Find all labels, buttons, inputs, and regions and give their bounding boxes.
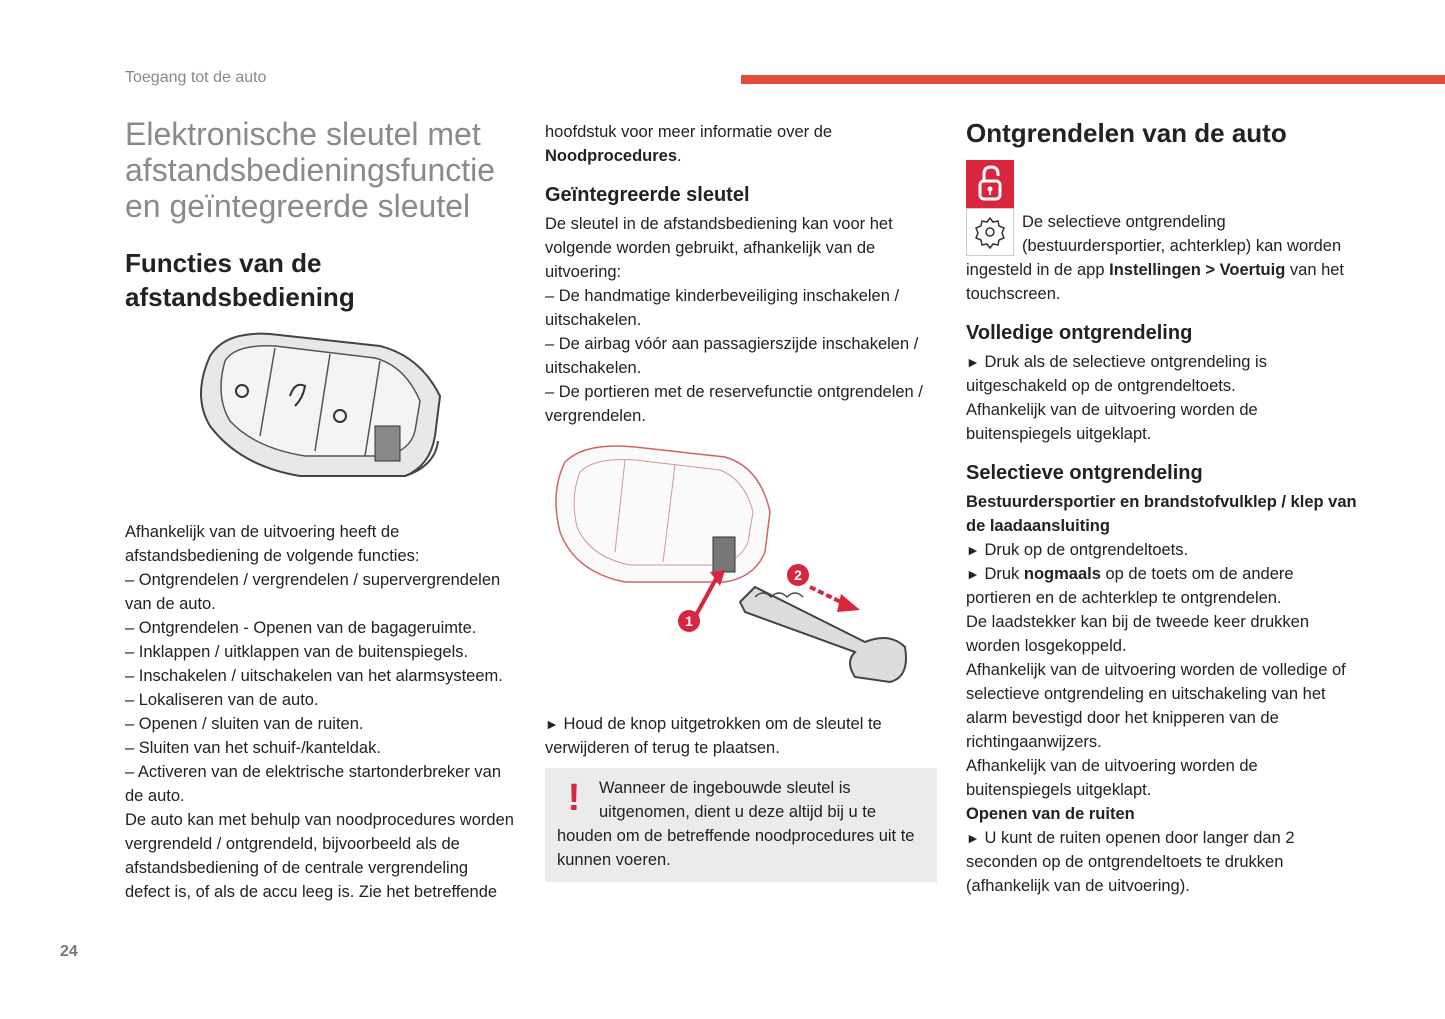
bullet-triangle-icon: ► xyxy=(966,830,980,846)
heading-remote-functions: Functies van de afstandsbediening xyxy=(125,248,355,312)
step-text: U kunt de ruiten openen door langer dan 2 seconden op de ontgrendeltoets te drukken (afhankelijk van de uitvoering). xyxy=(966,829,1295,895)
heading-integrated-key: Geïntegreerde sleutel xyxy=(545,184,750,206)
setting-text: De selectieve ontgrendeling (bestuurdersportier, achterklep) kan worden ingesteld in de app xyxy=(966,213,1342,279)
continued-paragraph xyxy=(545,120,937,168)
continued-text: hoofdstuk voor meer informatie over de xyxy=(545,123,833,141)
confirmation-note: Afhankelijk van de uitvoering worden de volledige of selectieve ontgrendeling en uitschakeling van het alarm bevestigd door het knipperen van de richtingaanwijzers. xyxy=(966,661,1346,751)
page-number: 24 xyxy=(60,943,78,960)
integrated-key-intro: De sleutel in de afstandsbediening kan voor het volgende worden gebruikt, afhankelijk van de uitvoering: xyxy=(545,215,893,281)
column-2 xyxy=(545,120,937,882)
function-item: – Activeren van de elektrische startonderbreker van de auto. xyxy=(125,763,502,805)
remote-key-illustration xyxy=(180,326,510,506)
selective-subheading xyxy=(966,490,1358,538)
emergency-link-text: Noodprocedures xyxy=(545,147,678,165)
callout-1: 1 xyxy=(678,610,700,632)
settings-path: Instellingen > Voertuig xyxy=(1109,261,1286,279)
function-item: – Inklappen / uitklappen van de buitenspiegels. xyxy=(125,643,469,661)
section-label: Toegang tot de auto xyxy=(125,69,267,86)
full-unlock-note: Afhankelijk van de uitvoering worden de buitenspiegels uitgeklapt. xyxy=(966,401,1258,443)
unlock-icon xyxy=(966,160,1014,208)
heading-full-unlock: Volledige ontgrendeling xyxy=(966,322,1193,344)
function-item: – Openen / sluiten van de ruiten. xyxy=(125,715,364,733)
page-title: Elektronische sleutel met afstandsbedieningsfunctie en geïntegreerde sleutel xyxy=(125,116,496,224)
functions-intro: Afhankelijk van de uitvoering heeft de afstandsbediening de volgende functies: xyxy=(125,523,420,565)
selective-setting-text xyxy=(966,160,1358,306)
charging-note: De laadstekker kan bij de tweede keer drukken worden losgekoppeld. xyxy=(966,613,1310,655)
function-item: – Ontgrendelen - Openen van de bagageruimte. xyxy=(125,619,477,637)
windows-heading xyxy=(966,802,1358,826)
step-text: Druk xyxy=(984,565,1024,583)
full-unlock-step xyxy=(966,350,1358,398)
column-3 xyxy=(966,116,1358,898)
setting-text-end: van het touchscreen. xyxy=(966,261,1345,303)
windows-step xyxy=(966,826,1358,898)
selective-step-1 xyxy=(966,538,1358,562)
heading-selective-unlock: Selectieve ontgrendeling xyxy=(966,462,1203,484)
warning-text xyxy=(557,776,925,872)
accent-bar xyxy=(741,75,1445,84)
bullet-triangle-icon: ► xyxy=(966,542,980,558)
key-use-item: – De portieren met de reservefunctie ontgrendelen / vergrendelen. xyxy=(545,383,923,425)
key-removal-step xyxy=(545,712,937,760)
setting-icons xyxy=(966,160,1014,256)
continued-end: . xyxy=(677,147,682,165)
function-item: – Inschakelen / uitschakelen van het alarmsysteem. xyxy=(125,667,503,685)
function-item: – Sluiten van het schuif-/kanteldak. xyxy=(125,739,381,757)
step-text: Druk als de selectieve ontgrendeling is uitgeschakeld op de ontgrendeltoets. xyxy=(966,353,1267,395)
warning-box xyxy=(545,768,937,882)
bullet-triangle-icon: ► xyxy=(966,566,980,582)
subheading-text: Bestuurdersportier en brandstofvulklep / klep van de laadaansluiting xyxy=(966,493,1357,535)
function-item: – Lokaliseren van de auto. xyxy=(125,691,319,709)
selective-step-2 xyxy=(966,562,1358,610)
heading-unlock: Ontgrendelen van de auto xyxy=(966,118,1287,148)
emergency-paragraph: De auto kan met behulp van noodprocedures worden vergrendeld / ontgrendeld, bijvoorbeeld als de afstandsbediening of de centrale vergrendeling defect is, of als de accu leeg is. Zie het betreffende xyxy=(125,811,514,901)
key-use-item: – De handmatige kinderbeveiliging inschakelen / uitschakelen. xyxy=(545,287,900,329)
exclamation-icon: ! xyxy=(567,777,581,819)
windows-heading-text: Openen van de ruiten xyxy=(966,805,1135,823)
key-removal-drawing xyxy=(545,442,925,702)
step-text-end: op de toets om de andere portieren en de achterklep te ontgrendelen. xyxy=(966,565,1294,607)
bullet-triangle-icon: ► xyxy=(545,716,559,732)
key-removal-illustration xyxy=(545,442,925,702)
warning-message: Wanneer de ingebouwde sleutel is uitgenomen, dient u deze altijd bij u te houden om de betreffende noodprocedures uit te kunnen voeren. xyxy=(557,779,915,869)
step-emphasis: nogmaals xyxy=(1023,565,1101,583)
callout-2: 2 xyxy=(787,564,809,586)
mirrors-note: Afhankelijk van de uitvoering worden de buitenspiegels uitgeklapt. xyxy=(966,757,1258,799)
bullet-triangle-icon: ► xyxy=(966,354,980,370)
step-text: Druk op de ontgrendeltoets. xyxy=(984,541,1189,559)
column-1 xyxy=(125,116,517,904)
gear-icon xyxy=(966,208,1014,256)
key-use-item: – De airbag vóór aan passagierszijde inschakelen / uitschakelen. xyxy=(545,335,919,377)
step-text: Houd de knop uitgetrokken om de sleutel te verwijderen of terug te plaatsen. xyxy=(545,715,882,757)
function-item: – Ontgrendelen / vergrendelen / supervergrendelen van de auto. xyxy=(125,571,501,613)
